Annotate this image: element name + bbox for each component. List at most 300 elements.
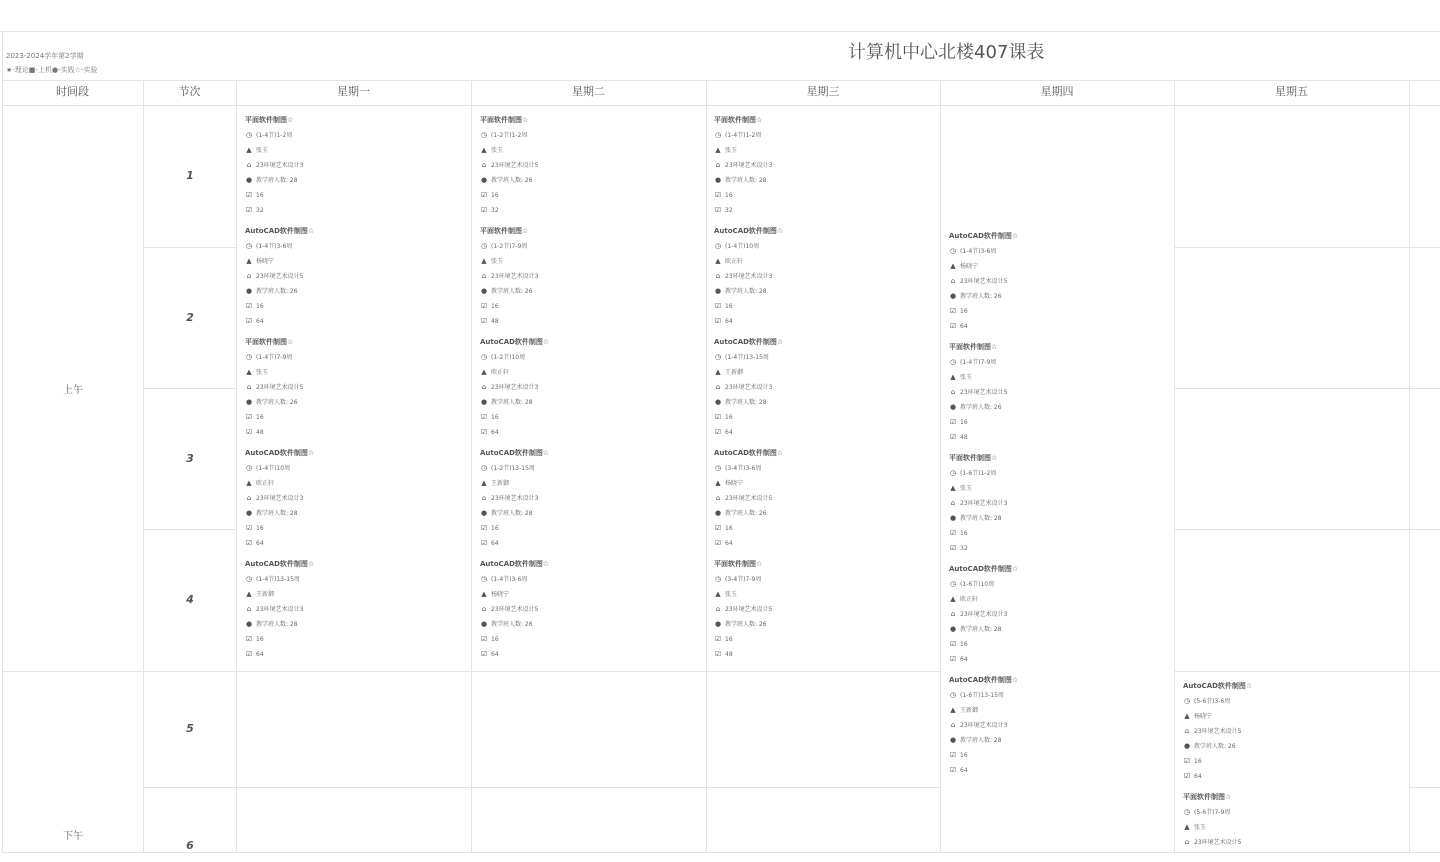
course-detail-text: 教学班人数: 26 [491, 621, 533, 628]
course-detail-text: 23环境艺术设计3 [256, 495, 304, 502]
course-hours [949, 766, 1175, 781]
course-detail-text: 64 [256, 318, 264, 325]
course-detail-text: 48 [256, 429, 264, 436]
checkbox-icon: ☑ [949, 544, 957, 552]
home-icon: ⌂ [246, 383, 252, 391]
course-cls [480, 272, 706, 287]
course-name: AutoCAD软件制图☆ [949, 676, 1019, 684]
course-room [714, 287, 940, 302]
course-cls [480, 383, 706, 398]
course-detail-text: 张玉 [1194, 824, 1207, 831]
location-icon: ● [949, 736, 957, 744]
course-hours [245, 206, 471, 221]
location-icon: ● [949, 292, 957, 300]
grid-line [2, 671, 940, 672]
home-icon: ⌂ [481, 272, 487, 280]
course-cls [245, 383, 471, 398]
course-detail-text: (1-4节)1-2周 [725, 132, 762, 139]
course-card[interactable] [480, 227, 706, 332]
section-number: 5 [186, 722, 194, 735]
course-detail-text: 教学班人数: 28 [491, 399, 533, 406]
home-icon: ⌂ [950, 499, 956, 507]
home-icon: ⌂ [246, 605, 252, 613]
course-teacher [480, 590, 706, 605]
course-cls [714, 383, 940, 398]
course-teacher [1183, 712, 1409, 727]
course-card[interactable] [949, 454, 1175, 559]
course-hours [480, 635, 706, 650]
checkbox-icon: ☑ [949, 766, 957, 774]
course-detail-text: 王新御 [960, 707, 979, 714]
course-detail-text: 张玉 [960, 374, 973, 381]
course-room [480, 398, 706, 413]
course-detail-text: 教学班人数: 26 [725, 510, 767, 517]
course-detail-text: 64 [1194, 773, 1202, 780]
column-header-wednesday: 星期三 [806, 85, 840, 98]
checkbox-icon: ☑ [949, 307, 957, 315]
course-detail-text: 欧正轩 [725, 258, 744, 265]
course-time [1183, 697, 1409, 712]
location-icon: ● [949, 403, 957, 411]
clock-icon: ◷ [949, 469, 957, 477]
course-detail-text: 23环境艺术设计3 [960, 611, 1008, 618]
course-detail-text: (3-4节)3-6周 [725, 465, 762, 472]
course-detail-text: (1-4节)7-9周 [960, 359, 997, 366]
course-detail-text: 16 [256, 636, 264, 643]
course-time [480, 353, 706, 368]
course-room [480, 176, 706, 191]
course-hours [480, 539, 706, 554]
course-card[interactable] [245, 338, 471, 443]
period-morning: 上午 [63, 385, 83, 396]
course-teacher [714, 590, 940, 605]
course-hours [1183, 772, 1409, 787]
course-hours [949, 751, 1175, 766]
course-hours [714, 413, 940, 428]
course-detail-text: 16 [491, 636, 499, 643]
column-header-friday: 星期五 [1275, 85, 1308, 98]
course-hours [714, 524, 940, 539]
course-cls [714, 605, 940, 620]
grid-line [1174, 529, 1440, 530]
home-icon: ⌂ [715, 494, 721, 502]
course-hours [949, 640, 1175, 655]
course-card[interactable] [1183, 793, 1409, 853]
course-detail-text: 23环境艺术设计3 [725, 384, 773, 391]
course-detail-text: (3-4节)7-9周 [725, 576, 762, 583]
clock-icon: ◷ [245, 464, 253, 472]
course-room [480, 509, 706, 524]
checkbox-icon: ☑ [480, 191, 488, 199]
course-room [245, 398, 471, 413]
course-detail-text: 23环境艺术设计3 [725, 273, 773, 280]
course-name: 平面软件制图☆ [949, 343, 998, 351]
home-icon: ⌂ [246, 272, 252, 280]
location-icon: ● [480, 287, 488, 295]
course-cls [480, 494, 706, 509]
course-time [480, 575, 706, 590]
course-hours [1183, 757, 1409, 772]
course-time [245, 131, 471, 146]
course-teacher [714, 257, 940, 272]
course-room [949, 514, 1175, 529]
course-detail-text: (1-2节)10周 [491, 354, 526, 361]
course-card[interactable] [949, 343, 1175, 448]
course-card[interactable] [1183, 682, 1409, 787]
course-detail-text: 23环境艺术设计3 [491, 384, 539, 391]
course-teacher [949, 484, 1175, 499]
course-hours [949, 529, 1175, 544]
course-detail-text: (1-4节)13-15周 [725, 354, 769, 361]
course-detail-text: 张玉 [256, 147, 269, 154]
course-room [714, 509, 940, 524]
course-card[interactable] [714, 449, 940, 554]
grid-line [940, 80, 941, 852]
home-icon: ⌂ [950, 610, 956, 618]
period-afternoon: 下午 [63, 831, 83, 842]
course-detail-text: 杨晓宁 [491, 591, 510, 598]
course-detail-text: 16 [725, 192, 733, 199]
location-icon: ● [245, 620, 253, 628]
course-time [1183, 808, 1409, 823]
location-icon: ● [714, 176, 722, 184]
course-detail-text: 32 [725, 207, 733, 214]
location-icon: ● [949, 514, 957, 522]
course-hours [949, 307, 1175, 322]
course-hours [245, 413, 471, 428]
section-number: 6 [186, 839, 194, 852]
course-card[interactable] [480, 338, 706, 443]
user-icon: ▲ [715, 479, 721, 487]
course-room [480, 620, 706, 635]
course-card[interactable] [714, 227, 940, 332]
clock-icon: ◷ [245, 575, 253, 583]
course-teacher [949, 595, 1175, 610]
grid-line [2, 105, 1440, 106]
course-detail-text: 23环境艺术设计5 [960, 278, 1008, 285]
course-detail-text: 教学班人数: 28 [725, 399, 767, 406]
course-detail-text: 教学班人数: 26 [256, 399, 298, 406]
course-hours [245, 428, 471, 443]
home-icon: ⌂ [950, 721, 956, 729]
checkbox-icon: ☑ [714, 635, 722, 643]
course-card[interactable] [714, 338, 940, 443]
home-icon: ⌂ [481, 161, 487, 169]
course-detail-text: 32 [491, 207, 499, 214]
course-detail-text: (1-6节)13-15周 [960, 692, 1004, 699]
course-hours [480, 524, 706, 539]
checkbox-icon: ☑ [714, 650, 722, 658]
course-detail-text: 张玉 [725, 591, 738, 598]
course-detail-text: 32 [256, 207, 264, 214]
course-cls [480, 605, 706, 620]
course-card[interactable] [714, 116, 940, 221]
course-detail-text: 16 [960, 641, 968, 648]
course-teacher [480, 368, 706, 383]
section-number: 4 [186, 593, 194, 606]
user-icon: ▲ [246, 146, 252, 154]
column-header-period: 时间段 [56, 85, 89, 98]
course-detail-text: 16 [491, 303, 499, 310]
course-detail-text: 64 [491, 429, 499, 436]
course-cls [714, 272, 940, 287]
course-detail-text: 64 [725, 540, 733, 547]
grid-line [1174, 671, 1440, 672]
course-detail-text: 23环境艺术设计5 [725, 495, 773, 502]
course-cls [245, 161, 471, 176]
location-icon: ● [480, 620, 488, 628]
course-hours [245, 317, 471, 332]
course-teacher [714, 368, 940, 383]
course-detail-text: 教学班人数: 26 [1194, 743, 1236, 750]
course-hours [949, 322, 1175, 337]
course-card[interactable] [714, 560, 940, 665]
course-detail-text: 16 [491, 192, 499, 199]
course-hours [480, 317, 706, 332]
course-detail-text: 48 [725, 651, 733, 658]
checkbox-icon: ☑ [714, 206, 722, 214]
home-icon: ⌂ [950, 388, 956, 396]
grid-line [143, 787, 940, 788]
home-icon: ⌂ [715, 383, 721, 391]
course-cls [480, 161, 706, 176]
course-cls [949, 610, 1175, 625]
page-title: 计算机中心北楼407课表 [848, 42, 1045, 63]
checkbox-icon: ☑ [245, 524, 253, 532]
course-time [245, 353, 471, 368]
course-detail-text: 教学班人数: 26 [960, 293, 1002, 300]
checkbox-icon: ☑ [714, 539, 722, 547]
clock-icon: ◷ [949, 358, 957, 366]
checkbox-icon: ☑ [1183, 757, 1191, 765]
course-teacher [949, 262, 1175, 277]
course-detail-text: 64 [256, 540, 264, 547]
course-type-legend: ★-理论■-上机●-实践☆-实验 [6, 66, 98, 74]
grid-line [1174, 247, 1440, 248]
course-card[interactable] [245, 116, 471, 221]
course-teacher [245, 257, 471, 272]
course-card[interactable] [480, 560, 706, 665]
course-hours [949, 433, 1175, 448]
course-hours [245, 524, 471, 539]
grid-line [2, 80, 3, 852]
term-label: 2023-2024学年第2学期 [6, 52, 84, 60]
course-hours [480, 413, 706, 428]
course-hours [949, 655, 1175, 670]
course-room [245, 176, 471, 191]
course-detail-text: 32 [960, 545, 968, 552]
course-name: AutoCAD软件制图☆ [480, 449, 550, 457]
clock-icon: ◷ [714, 353, 722, 361]
location-icon: ● [714, 398, 722, 406]
course-detail-text: 教学班人数: 28 [960, 515, 1002, 522]
course-hours [480, 206, 706, 221]
course-card[interactable] [480, 449, 706, 554]
course-detail-text: (1-4节)1-2周 [256, 132, 293, 139]
user-icon: ▲ [950, 373, 956, 381]
course-room [949, 625, 1175, 640]
course-detail-text: 张玉 [491, 147, 504, 154]
course-name: 平面软件制图☆ [949, 454, 998, 462]
location-icon: ● [714, 509, 722, 517]
course-room [714, 176, 940, 191]
course-detail-text: 教学班人数: 28 [256, 621, 298, 628]
section-number: 1 [186, 169, 194, 182]
course-detail-text: (1-4节)10周 [725, 243, 760, 250]
clock-icon: ◷ [480, 131, 488, 139]
course-detail-text: 欧正轩 [256, 480, 275, 487]
course-teacher [245, 479, 471, 494]
course-detail-text: 48 [960, 434, 968, 441]
course-detail-text: 教学班人数: 28 [256, 510, 298, 517]
user-icon: ▲ [715, 146, 721, 154]
course-hours [714, 317, 940, 332]
course-teacher [714, 146, 940, 161]
course-detail-text: 64 [960, 323, 968, 330]
course-detail-text: (1-4节)10周 [256, 465, 291, 472]
home-icon: ⌂ [1184, 838, 1190, 846]
user-icon: ▲ [481, 257, 487, 265]
course-card[interactable] [949, 676, 1175, 781]
checkbox-icon: ☑ [949, 529, 957, 537]
course-detail-text: (1-2节)1-2周 [491, 132, 528, 139]
checkbox-icon: ☑ [245, 413, 253, 421]
course-time [480, 131, 706, 146]
course-card[interactable] [949, 232, 1175, 337]
user-icon: ▲ [481, 368, 487, 376]
course-time [714, 575, 940, 590]
course-detail-text: 23环境艺术设计5 [1194, 728, 1242, 735]
clock-icon: ◷ [480, 353, 488, 361]
course-hours [714, 650, 940, 665]
course-name: 平面软件制图☆ [245, 338, 294, 346]
course-teacher [714, 479, 940, 494]
location-icon: ● [245, 509, 253, 517]
course-hours [245, 191, 471, 206]
course-detail-text: 教学班人数: 26 [491, 288, 533, 295]
checkbox-icon: ☑ [480, 635, 488, 643]
course-name: 平面软件制图☆ [714, 116, 763, 124]
course-name: 平面软件制图☆ [480, 227, 529, 235]
course-hours [714, 206, 940, 221]
checkbox-icon: ☑ [714, 428, 722, 436]
course-time [480, 242, 706, 257]
grid-line [143, 388, 236, 389]
clock-icon: ◷ [1183, 697, 1191, 705]
course-hours [714, 428, 940, 443]
course-teacher [480, 257, 706, 272]
course-detail-text: 23环境艺术设计3 [491, 495, 539, 502]
course-name: 平面软件制图☆ [714, 560, 763, 568]
course-name: AutoCAD软件制图☆ [714, 449, 784, 457]
course-detail-text: 杨晓宁 [256, 258, 275, 265]
course-detail-text: 23环境艺术设计3 [256, 606, 304, 613]
clock-icon: ◷ [480, 464, 488, 472]
clock-icon: ◷ [245, 353, 253, 361]
section-number: 2 [186, 311, 194, 324]
user-icon: ▲ [246, 257, 252, 265]
course-time [949, 358, 1175, 373]
course-detail-text: 16 [1194, 758, 1202, 765]
checkbox-icon: ☑ [480, 413, 488, 421]
location-icon: ● [245, 287, 253, 295]
course-card[interactable] [245, 560, 471, 665]
course-detail-text: 23环境艺术设计3 [725, 162, 773, 169]
course-detail-text: 16 [725, 525, 733, 532]
home-icon: ⌂ [246, 161, 252, 169]
checkbox-icon: ☑ [714, 302, 722, 310]
course-detail-text: 48 [491, 318, 499, 325]
course-hours [245, 539, 471, 554]
course-time [949, 247, 1175, 262]
course-cls [245, 605, 471, 620]
checkbox-icon: ☑ [480, 317, 488, 325]
grid-line [706, 80, 707, 852]
course-detail-text: (1-4节)3-6周 [960, 248, 997, 255]
course-room [714, 620, 940, 635]
checkbox-icon: ☑ [714, 524, 722, 532]
user-icon: ▲ [950, 262, 956, 270]
course-detail-text: 张玉 [491, 258, 504, 265]
course-detail-text: 欧正轩 [960, 596, 979, 603]
course-detail-text: 64 [960, 767, 968, 774]
course-detail-text: 教学班人数: 28 [256, 177, 298, 184]
course-cls [949, 388, 1175, 403]
course-teacher [949, 706, 1175, 721]
grid-line [1409, 80, 1410, 852]
course-room [949, 292, 1175, 307]
location-icon: ● [480, 509, 488, 517]
course-detail-text: 23环境艺术设计5 [256, 273, 304, 280]
course-time [714, 353, 940, 368]
checkbox-icon: ☑ [480, 206, 488, 214]
clock-icon: ◷ [1183, 808, 1191, 816]
home-icon: ⌂ [715, 161, 721, 169]
course-hours [245, 302, 471, 317]
checkbox-icon: ☑ [714, 413, 722, 421]
course-name: AutoCAD软件制图☆ [245, 227, 315, 235]
column-header-tuesday: 星期二 [572, 85, 605, 98]
checkbox-icon: ☑ [480, 650, 488, 658]
column-header-monday: 星期一 [337, 85, 370, 98]
course-card[interactable] [480, 116, 706, 221]
checkbox-icon: ☑ [245, 428, 253, 436]
course-teacher [1183, 823, 1409, 838]
course-detail-text: (1-6节)10周 [960, 581, 995, 588]
user-icon: ▲ [481, 146, 487, 154]
course-room [949, 403, 1175, 418]
course-detail-text: 张玉 [256, 369, 269, 376]
user-icon: ▲ [246, 590, 252, 598]
location-icon: ● [245, 398, 253, 406]
course-card[interactable] [245, 227, 471, 332]
course-cls [714, 494, 940, 509]
course-detail-text: 23环境艺术设计5 [491, 162, 539, 169]
user-icon: ▲ [246, 479, 252, 487]
course-card[interactable] [245, 449, 471, 554]
home-icon: ⌂ [1184, 727, 1190, 735]
course-teacher [480, 146, 706, 161]
course-teacher [949, 373, 1175, 388]
course-card[interactable] [949, 565, 1175, 670]
course-detail-text: 张玉 [725, 147, 738, 154]
location-icon: ● [714, 287, 722, 295]
course-detail-text: (1-4节)7-9周 [256, 354, 293, 361]
user-icon: ▲ [1184, 823, 1190, 831]
course-detail-text: 64 [491, 540, 499, 547]
user-icon: ▲ [950, 595, 956, 603]
grid-line [143, 247, 236, 248]
